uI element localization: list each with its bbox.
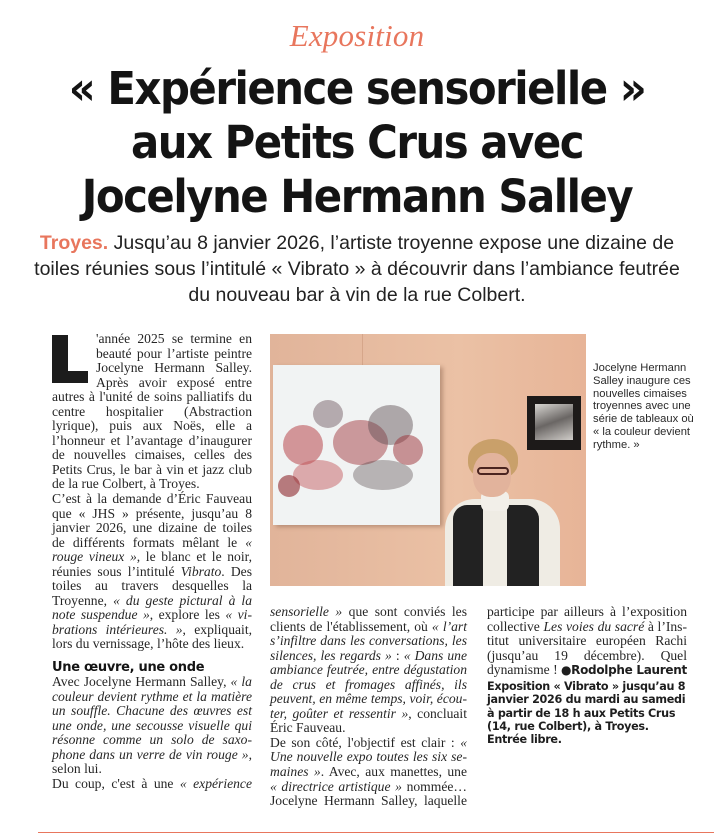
quote: « du geste pictural à la note suspendue »	[52, 592, 253, 623]
quote: « rouge vineux »	[52, 534, 252, 565]
quote: sensorielle »	[270, 604, 343, 619]
person-vest-right	[507, 505, 539, 586]
byline: ●Rodolphe Laurent	[561, 663, 687, 678]
headline	[25, 62, 689, 224]
text: Du coup, c'est à une	[52, 775, 180, 791]
paint-blot	[313, 400, 343, 428]
dropcap-foot	[52, 371, 88, 383]
text: De son côté, l'objectif est clair :	[270, 734, 461, 750]
paint-blot	[393, 435, 423, 465]
paragraph: 'année 2025 se termine en beauté pour l’artiste peintre Jocelyne Hermann Salley. Après avoir exposé entre autres à l'unité de soins palliatifs du centre hospitalier (Abstraction lyrique), puis aux Noës, elle a l’honneur et l’avantage d’inaugurer de nouvelles cimaises, celles des Petits Crus, le bar à vin et jazz club de la rue Colbert, à Troyes.	[52, 331, 252, 492]
chapo-city: Troyes.	[39, 232, 109, 254]
text: nommée… Jocelyne Hermann Salley, laquelle	[270, 778, 467, 809]
person-vest-left	[453, 505, 483, 586]
paint-blot	[283, 425, 323, 465]
headline-line-3: Jocelyne Hermann Salley	[81, 170, 633, 223]
text: , explore les	[149, 607, 226, 623]
quote: « l’art s’infiltre dans les conversations, les silences, les regards »	[270, 618, 467, 663]
text: que sont conviés les clients de l'établissement, où	[270, 604, 467, 634]
info-box: Exposition « Vibrato » jusqu’au 8 janvier 2026 du mardi au samedi à partir de 18 h aux Petits Crus (14, rue Colbert), à Troyes. Entrée libre.	[487, 679, 686, 747]
column-3	[487, 605, 687, 747]
column-1	[52, 332, 252, 791]
paint-blot	[293, 460, 343, 490]
kicker: Exposition	[289, 18, 425, 53]
text: , expliquait, lors du vernissage, l’hôte des lieux.	[52, 621, 252, 652]
text: , concluait Éric Fauveau.	[270, 705, 467, 736]
text: C’est à la demande d’Éric Fauveau que « JHS » présente, jusqu’au 8 janvier 2026, une dizaine de toiles de différents formats mêlant le	[52, 491, 252, 550]
title-vibrato: Vibrato	[180, 563, 222, 579]
quote: « vibrations intérieures. »	[52, 607, 252, 637]
paragraph	[270, 736, 467, 809]
small-artwork-image	[535, 404, 573, 440]
subheading: Une œuvre, une onde	[52, 660, 205, 676]
dropcap-l	[52, 335, 88, 383]
quote: « Dans une ambiance feutrée, entre dégustation de crus et fromages affinés, ils peuvent, en même temps, voir, écouter, goûter et ressentir »	[270, 647, 467, 721]
paragraph	[52, 777, 252, 792]
chapo-text: Jusqu’au 8 janvier 2026, l’artiste troyenne expose une dizaine de toiles réunies sous l’intitulé « Vibrato » à découvrir dans l’ambiance feutrée du nouveau bar à vin de la rue Colbert.	[34, 232, 680, 306]
person-artist	[445, 439, 560, 586]
text: , le blanc et le noir, réunies sous l’intitulé	[52, 549, 252, 579]
text: participe par ailleurs à l’exposition collective	[487, 604, 687, 634]
column-2	[270, 605, 467, 809]
text: à l’Institut universitaire européen Rachi (jusqu’au 19 décembre). Quel dynamisme !	[487, 618, 688, 678]
photo	[270, 334, 586, 586]
exhibition-title: Les voies du sacré	[543, 618, 645, 634]
photo-caption: Jocelyne Hermann Salley inaugure ces nouvelles cimaises troyennes avec une série de tableaux où « la couleur devient rythme. »	[593, 362, 694, 451]
glasses-icon	[477, 467, 509, 475]
text: . Avec, aux manettes, une	[320, 764, 467, 780]
quote: « Une nouvelle expo toutes les six semaines »	[270, 734, 467, 780]
paint-blot	[278, 475, 300, 497]
text: :	[391, 647, 404, 663]
headline-line-1: « Expérience sensorielle »	[68, 62, 646, 115]
quote: « la couleur devient rythme et la matière un souffle. Chacune des œuvres est une onde, une secousse visuelle qui résonne comme un solo de saxophone dans un verre de vin rouge »	[52, 674, 252, 762]
chapo	[30, 230, 684, 308]
painting-abstract	[273, 365, 440, 525]
paragraph	[270, 605, 467, 736]
person-face	[473, 453, 511, 497]
text: , selon lui.	[52, 746, 252, 777]
text: Avec Jocelyne Hermann Salley,	[52, 674, 231, 690]
quote: « expérience	[179, 775, 252, 791]
text: . Des toiles au travers desquelles la Troyenne,	[52, 563, 252, 608]
paragraph	[52, 675, 252, 777]
quote: « directrice artistique »	[270, 778, 402, 794]
headline-line-2: aux Petits Crus avec	[130, 116, 584, 169]
paragraph	[487, 605, 687, 678]
paragraph	[52, 492, 252, 652]
